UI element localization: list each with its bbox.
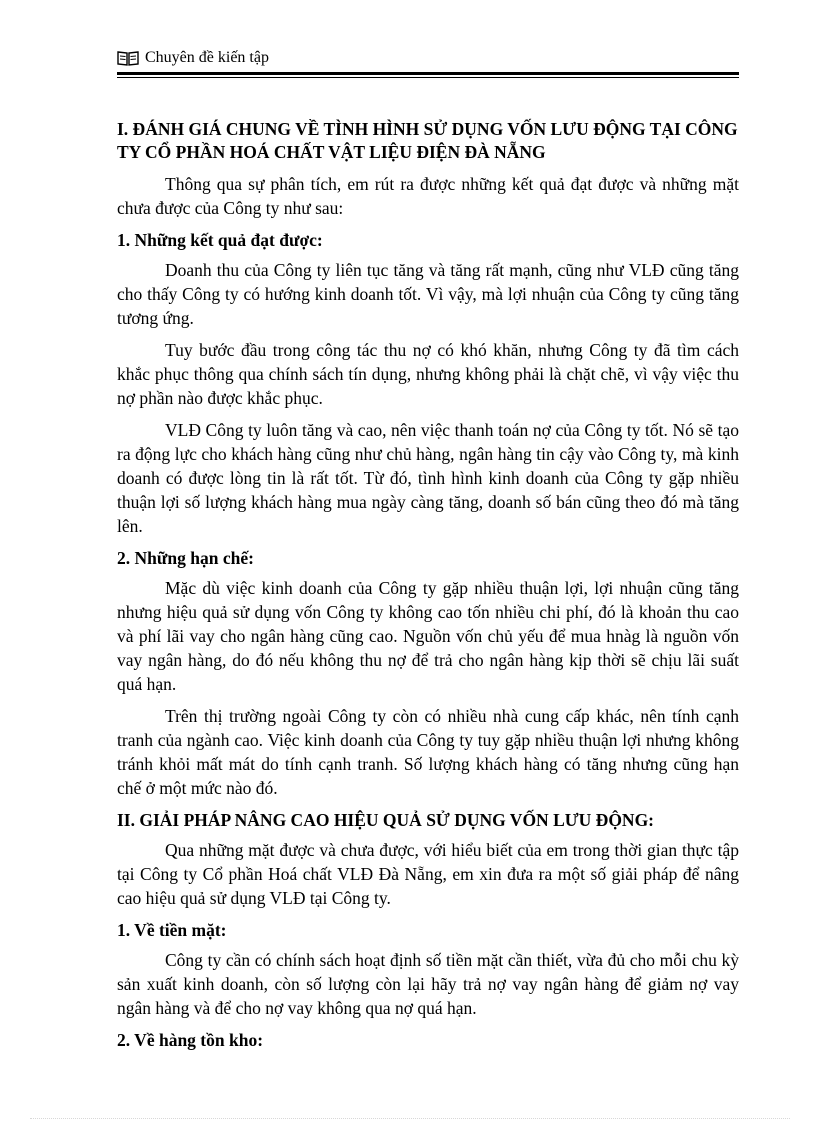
section-2-heading: II. GIẢI PHÁP NÂNG CAO HIỆU QUẢ SỬ DỤNG VỐN LƯU ĐỘNG: [117,810,655,830]
subsection-heading: 2. Về hàng tồn kho: [117,1030,264,1050]
header-title: Chuyên đề kiến tập [145,49,269,66]
header-rule-thick [117,72,739,75]
footer-dotted-line [30,1118,790,1119]
running-header [117,46,739,70]
book-icon [117,50,139,66]
paragraph: Trên thị trường ngoài Công ty còn có nhiều nhà cung cấp khác, nên tính cạnh tranh của ngành cao. Việc kinh doanh của Công ty tuy gặp nhiều thuận lợi nhưng không tránh khỏi mất mát do tính cạnh tranh. Số lượng khách hàng có tăng nhưng cũng hạn chế ở một mức nào đó. [117,706,739,798]
page-content [117,118,739,1058]
paragraph: Doanh thu của Công ty liên tục tăng và tăng rất mạnh, cũng như VLĐ cũng tăng cho thấy Công ty có hướng kinh doanh tốt. Vì vậy, mà lợi nhuận của Công ty cũng tăng tương ứng. [117,260,739,328]
subsection-heading: 1. Những kết quả đạt được: [117,230,323,250]
subsection-heading: 2. Những hạn chế: [117,548,254,568]
section-2-intro: Qua những mặt được và chưa được, với hiểu biết của em trong thời gian thực tập tại Công ty Cổ phần Hoá chất VLĐ Đà Nẵng, em xin đưa ra một số giải pháp để nâng cao hiệu quả sử dụng VLĐ tại Công ty. [117,840,739,908]
paragraph: VLĐ Công ty luôn tăng và cao, nên việc thanh toán nợ của Công ty tốt. Nó sẽ tạo ra động lực cho khách hàng cũng như chủ hàng, ngân hàng tin cậy vào Công ty, mà kinh doanh có được lòng tin là rất tốt. Từ đó, tình hình kinh doanh của Công ty gặp nhiều thuận lợi số lượng khách hàng mua ngày càng tăng, doanh số bán cũng theo đó mà tăng lên. [117,420,739,536]
section-1-intro: Thông qua sự phân tích, em rút ra được những kết quả đạt được và những mặt chưa được của Công ty như sau: [117,174,739,218]
header-rule-thin [117,77,739,78]
subsection-heading: 1. Về tiền mặt: [117,920,227,940]
paragraph: Mặc dù việc kinh doanh của Công ty gặp nhiều thuận lợi, lợi nhuận cũng tăng nhưng hiệu quả sử dụng vốn Công ty không cao tốn nhiều chi phí, đó là khoản thu cao và phí lãi vay cho ngân hàng cũng cao. Nguồn vốn chủ yếu để mua hnàg là nguồn vốn vay ngân hàng, do đó nếu không thu nợ để trả cho ngân hàng kịp thời sẽ chịu lãi suất quá hạn. [117,578,739,694]
section-1-heading: I. ĐÁNH GIÁ CHUNG VỀ TÌNH HÌNH SỬ DỤNG VỐN LƯU ĐỘNG TẠI CÔNG TY CỔ PHẦN HOÁ CHẤT VẬT LIỆU ĐIỆN ĐÀ NẴNG [117,119,738,162]
paragraph: Tuy bước đầu trong công tác thu nợ có khó khăn, nhưng Công ty đã tìm cách khắc phục thông qua chính sách tín dụng, nhưng không phải là chặt chẽ, vì vậy việc thu nợ phần nào được khắc phục. [117,340,739,408]
paragraph: Công ty cần có chính sách hoạt định số tiền mặt cần thiết, vừa đủ cho mỗi chu kỳ sản xuất kinh doanh, còn số lượng còn lại hãy trả nợ vay ngân hàng để giảm nợ vay ngân hàng và để cho nợ vay không qua nợ quá hạn. [117,950,739,1018]
